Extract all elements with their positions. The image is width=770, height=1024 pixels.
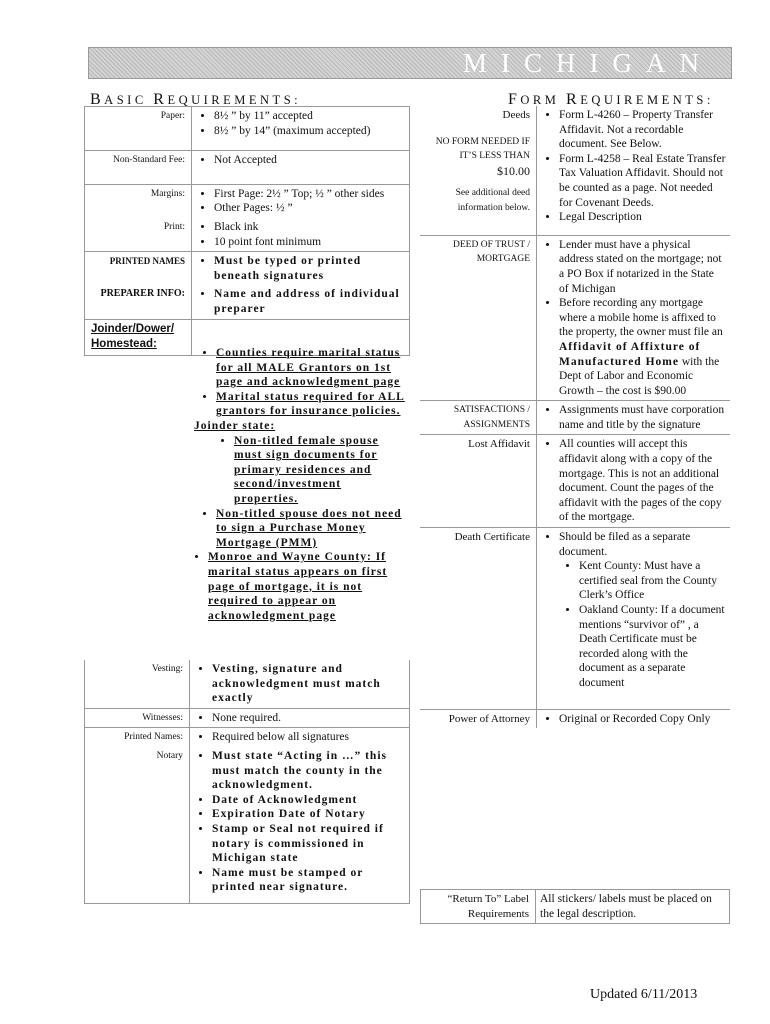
list-item: • Assignments must have corporation name and title by the signature — [559, 403, 726, 432]
list-item: • Not Accepted — [214, 153, 405, 168]
row-label: Print: — [85, 218, 192, 252]
table-row — [420, 106, 730, 235]
row-label: Vesting: — [85, 660, 190, 708]
table-row — [420, 401, 730, 435]
return-requirement: All stickers/ labels must be placed on the legal description. — [540, 893, 712, 920]
form-requirements-table — [420, 106, 730, 728]
row-label: Power of Attorney — [420, 709, 537, 728]
row-label: PREPARER INFO: — [85, 285, 192, 319]
table-row — [85, 660, 410, 708]
banner-title: MICHIGAN — [463, 48, 713, 78]
list-item: • Vesting, signature and acknowledgment must match exactly — [212, 662, 405, 706]
list-item: • Stamp or Seal not required if notary is commissioned in Michigan state — [212, 822, 405, 866]
list-item: • Name must be stamped or printed near signature. — [212, 866, 405, 895]
table-row — [85, 252, 410, 286]
list-item: • Other Pages: ½ ” — [214, 201, 405, 216]
list-item: • Name and address of individual preparer — [214, 287, 405, 316]
list-item: • Must state “Acting in …” this must match the county in the acknowledgment. — [212, 749, 405, 793]
table-row — [85, 747, 410, 903]
row-label: Death Certificate — [420, 528, 537, 710]
table-row — [85, 285, 410, 319]
list-item: • Black ink — [214, 220, 405, 235]
basic-requirements-table — [84, 106, 410, 356]
row-label: Printed Names: — [85, 728, 190, 747]
list-item: • Kent County: Must have a certified seal from the County Clerk’s Office — [579, 559, 726, 603]
table-row — [85, 708, 410, 728]
row-label: DEED OF TRUST / MORTGAGE — [420, 235, 537, 401]
basic-requirements-heading: BASIC REQUIREMENTS: — [90, 91, 302, 108]
list-item: • Marital status required for ALL grantors for insurance policies. — [216, 390, 408, 419]
table-row — [421, 890, 730, 924]
row-label: Joinder/Dower/ Homestead: — [85, 319, 192, 355]
list-item: • Legal Description — [559, 210, 726, 225]
list-item: • 8½ ” by 14” (maximum accepted) — [214, 124, 405, 139]
row-label: “Return To” Label Requirements — [421, 890, 536, 924]
list-item: • First Page: 2½ ” Top; ½ ” other sides — [214, 187, 405, 202]
list-item: • Before recording any mortgage where a mobile home is affixed to the property, the owner must file an Affidavit of Affixture of Manufactured Home with the Dept of Labor and Economic Growth – the cost is $90.00 — [559, 296, 726, 398]
list-item: • Date of Acknowledgment — [212, 793, 405, 808]
title-banner — [88, 47, 732, 79]
form-requirements-heading: FORM REQUIREMENTS: — [508, 91, 714, 108]
list-item: • Should be filed as a separate document. — [559, 530, 726, 559]
list-item: • Must be typed or printed beneath signatures — [214, 254, 405, 283]
row-label: Non-Standard Fee: — [85, 151, 192, 185]
list-item: • 10 point font minimum — [214, 235, 405, 250]
joinder-state-heading: Joinder state: — [194, 419, 276, 432]
list-item: • Lender must have a physical address stated on the mortgage; not a PO Box if notarized in the State of Michigan — [559, 238, 726, 296]
list-item: • Required below all signatures — [212, 730, 405, 745]
table-row — [420, 235, 730, 401]
table-row — [85, 184, 410, 218]
row-label: Witnesses: — [85, 708, 190, 728]
table-row — [85, 218, 410, 252]
list-item: • All counties will accept this affidavit along with a copy of the mortgage. This is not an additional document. Count the pages of the affidavit with the pages of the copy of the mortgage. — [559, 437, 726, 525]
list-item: • Oakland County: If a document mentions “survivor of” , a Death Certificate must be recorded along with the document as a separate document — [579, 603, 726, 691]
row-label: Notary — [85, 747, 190, 903]
row-label: Lost Affidavit — [420, 435, 537, 528]
list-item: • Expiration Date of Notary — [212, 807, 405, 822]
list-item: • Non-titled spouse does not need to sign a Purchase Money Mortgage (PMM) — [216, 507, 408, 551]
row-label: Paper: — [85, 107, 192, 151]
joinder-details — [196, 346, 408, 623]
row-label: SATISFACTIONS / ASSIGNMENTS — [420, 401, 537, 435]
row-label: Margins: — [85, 184, 192, 218]
table-row — [85, 151, 410, 185]
list-item: • Form L-4258 – Real Estate Transfer Tax Valuation Affidavit. Should not be counted as a page. Not needed for Covenant Deeds. — [559, 152, 726, 210]
table-row — [420, 435, 730, 528]
basic-requirements-table-lower — [84, 660, 410, 904]
return-to-table — [420, 889, 730, 924]
updated-date: Updated 6/11/2013 — [590, 987, 698, 1002]
list-item: • Monroe and Wayne County: If marital status appears on first page of mortgage, it is not required to appear on acknowledgment page — [208, 550, 408, 623]
list-item: • 8½ ” by 11” accepted — [214, 109, 405, 124]
row-label: PRINTED NAMES — [85, 252, 192, 286]
table-row — [420, 709, 730, 728]
list-item: • Non-titled female spouse must sign documents for primary residences and second/investment properties. — [234, 434, 408, 507]
list-item: • None required. — [212, 711, 405, 726]
table-row — [420, 528, 730, 710]
table-row — [85, 728, 410, 747]
list-item: • Counties require marital status for all MALE Grantors on 1st page and acknowledgment page — [216, 346, 408, 390]
list-item: • Original or Recorded Copy Only — [559, 712, 726, 727]
list-item: • Form L-4260 – Property Transfer Affidavit. Not a recordable document. See Below. — [559, 108, 726, 152]
table-row — [85, 107, 410, 151]
row-label: Deeds NO FORM NEEDED IF IT’S LESS THAN $10.00 See additional deed information below. — [420, 106, 537, 235]
